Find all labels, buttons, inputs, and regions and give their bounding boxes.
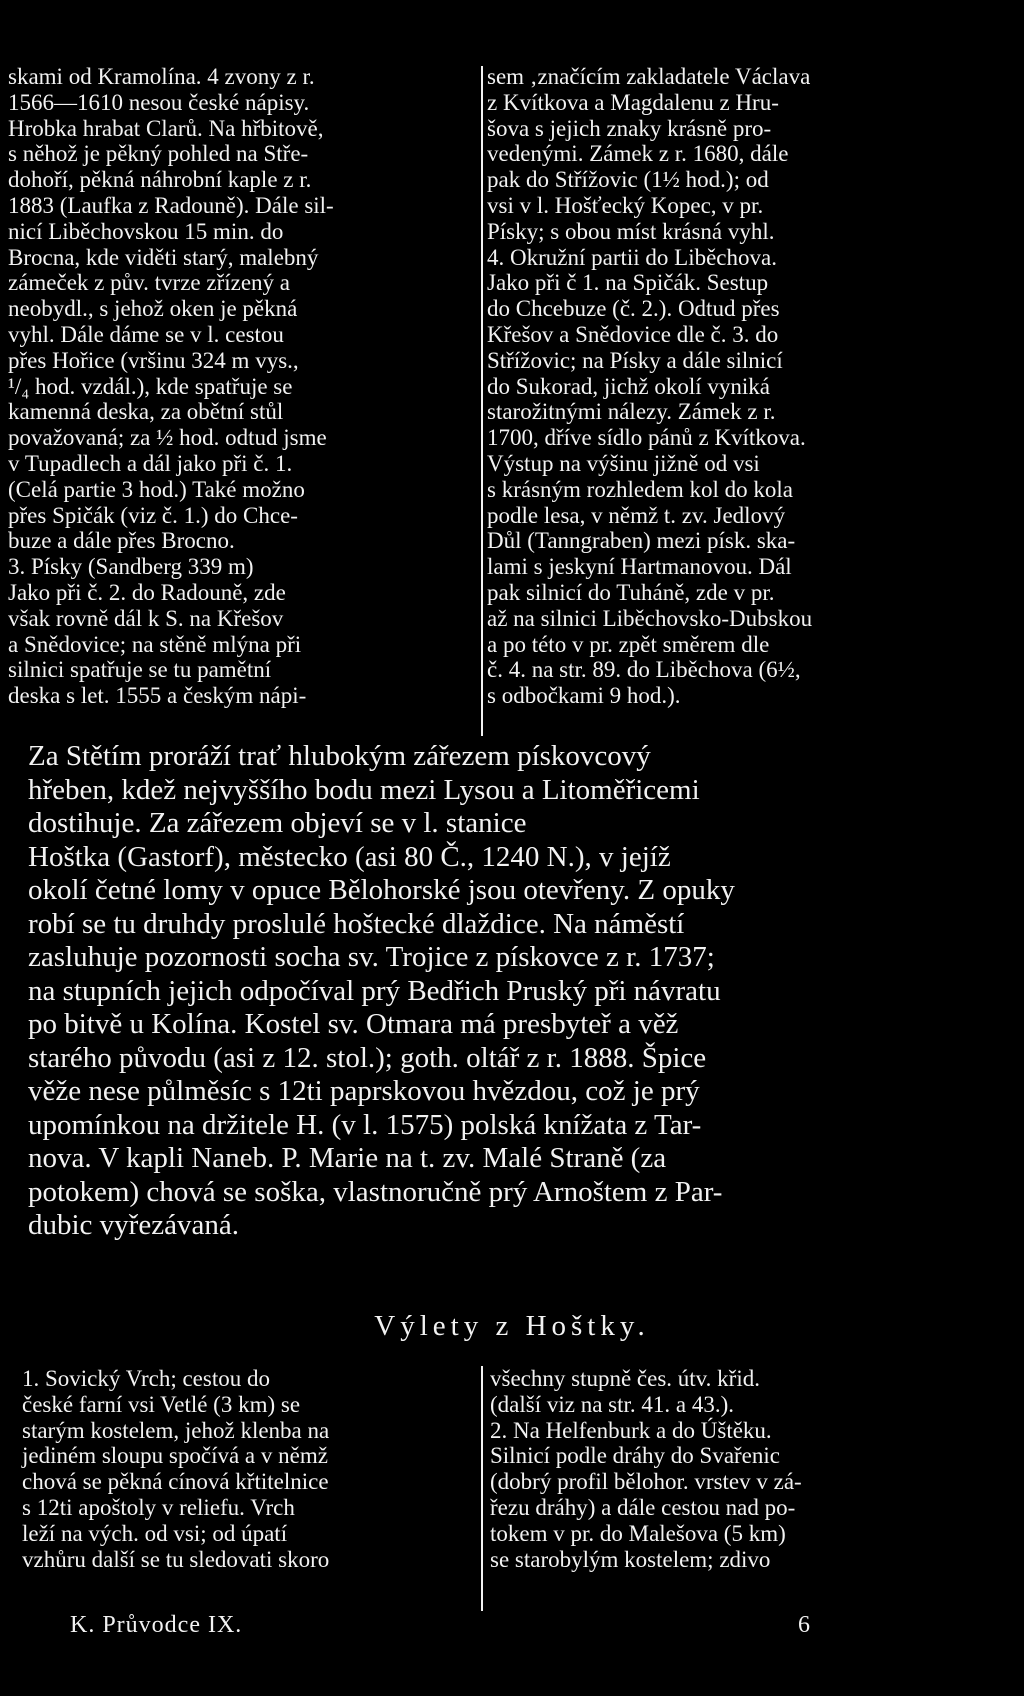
text-line: až na silnici Liběchovsko-Dubskou	[487, 605, 813, 631]
text-line: pak do Střížovic (1½ hod.); od	[487, 167, 769, 193]
text-line: Za Stětím proráží trať hlubokým zářezem pískovcový	[28, 740, 651, 772]
text-line: upomínkou na držitele H. (v l. 1575) polská knížata z Tar-	[28, 1108, 702, 1141]
text-line: podle lesa, v němž t. zv. Jedlový	[487, 502, 786, 528]
text-line: zasluhuje pozornosti socha sv. Trojice z pískovce z r. 1737;	[28, 941, 715, 973]
text-line: Hrobka hrabat Clarů. Na hřbitově,	[8, 115, 324, 141]
text-line: 3. Písky (Sandberg 339 m)	[8, 554, 254, 580]
text-line: ¹/₄ hod. vzdál.), kde spatřuje se	[8, 373, 293, 399]
text-line: nova. V kapli Naneb. P. Marie na t. zv. Malé Straně (za	[28, 1142, 667, 1174]
text-line: dubic vyřezávaná.	[28, 1209, 239, 1241]
text-line: nicí Liběchovskou 15 min. do	[8, 218, 284, 244]
text-line: po bitvě u Kolína. Kostel sv. Otmara má presbyteř a věž	[28, 1008, 679, 1040]
text-line: dostihuje. Za zářezem objeví se v l. stanice	[28, 807, 527, 839]
text-line: 4. Okružní partii do Liběchova.	[487, 244, 777, 270]
text-line: Jako při č 1. na Spičák. Sestup	[487, 270, 769, 296]
text-line: 1566—1610 nesou české nápisy.	[8, 89, 310, 115]
text-line: a Snědovice; na stěně mlýna při	[8, 631, 302, 657]
text-line: Důl (Tanngraben) mezi písk. ska-	[487, 528, 796, 554]
text-line: z Kvítkova a Magdalenu z Hru-	[487, 89, 779, 115]
text-line: 1883 (Laufka z Radouně). Dále sil-	[8, 192, 334, 218]
text-line: hřeben, kdež nejvyššího bodu mezi Lysou a Litoměřicemi	[28, 773, 700, 806]
text-line: na stupních jejich odpočíval prý Bedřich Pruský při návratu	[28, 974, 721, 1007]
text-line: Výstup na výšinu jižně od vsi	[487, 450, 760, 476]
text-line: a po této v pr. zpět směrem dle	[487, 631, 770, 657]
text-line: s něhož je pěkný pohled na Stře-	[8, 141, 309, 167]
text-line: vedenými. Zámek z r. 1680, dále	[487, 141, 789, 167]
text-line: starožitnými nálezy. Zámek z r.	[487, 399, 776, 425]
text-line: šova s jejich znaky krásně pro-	[487, 115, 772, 141]
text-line: všechny stupně čes. útv. křid.	[490, 1366, 760, 1391]
text-line: Hoštka (Gastorf), městecko (asi 80 Č., 1240 N.), v jejíž	[28, 840, 671, 873]
top-left-column	[8, 64, 478, 709]
text-line: přes Hořice (vršinu 324 m vys.,	[8, 347, 299, 373]
text-line: kamenná deska, za obětní stůl	[8, 399, 284, 425]
text-line: do Sukorad, jichž okolí vyniká	[487, 373, 770, 399]
text-line: lami s jeskyní Hartmanovou. Dál	[487, 554, 792, 580]
text-line: Písky; s obou míst krásná vyhl.	[487, 218, 775, 244]
text-line: v Tupadlech a dál jako při č. 1.	[8, 450, 293, 476]
footer-title: K. Průvodce IX.	[70, 1612, 243, 1638]
text-line: Silnicí podle dráhy do Svařenic	[490, 1443, 780, 1469]
text-line: vyhl. Dále dáme se v l. cestou	[8, 321, 284, 347]
text-line: sem ‚značícím zakladatele Václava	[487, 64, 811, 89]
text-line: č. 4. na str. 89. do Liběchova (6½,	[487, 657, 801, 683]
column-divider-top	[481, 66, 483, 736]
text-line: 1. Sovický Vrch; cestou do	[22, 1366, 270, 1391]
text-line: věže nese půlměsíc s 12ti paprskovou hvězdou, což je prý	[28, 1075, 700, 1107]
column-divider-bottom	[481, 1366, 483, 1611]
text-line: s 12ti apoštoly v reliefu. Vrch	[22, 1494, 295, 1520]
body-text	[28, 740, 1008, 1243]
bottom-right-column	[490, 1366, 802, 1572]
text-line: (dobrý profil bělohor. vrstev v zá-	[490, 1469, 802, 1495]
text-line: Jako při č. 2. do Radouně, zde	[8, 579, 286, 605]
text-line: neobydl., s jehož oken je pěkná	[8, 296, 298, 322]
top-right-column	[487, 64, 1007, 709]
text-line: přes Spičák (viz č. 1.) do Chce-	[8, 502, 298, 528]
text-line: (Celá partie 3 hod.) Také možno	[8, 476, 305, 502]
text-line: 2. Na Helfenburk a do Úštěku.	[490, 1417, 772, 1443]
text-line: pak silnicí do Tuháně, zde v pr.	[487, 579, 775, 605]
text-line: do Chcebuze (č. 2.). Odtud přes	[487, 296, 780, 322]
text-line: robí se tu druhdy proslulé hoštecké dlaždice. Na náměstí	[28, 907, 685, 940]
text-line: starého původu (asi z 12. stol.); goth. oltář z r. 1888. Špice	[28, 1041, 707, 1074]
text-line: starým kostelem, jehož klenba na	[22, 1417, 330, 1443]
text-line: 1700, dříve sídlo pánů z Kvítkova.	[487, 425, 806, 451]
text-line: vsi v l. Hošťecký Kopec, v pr.	[487, 192, 764, 218]
text-line: zámeček z pův. tvrze zřízený a	[8, 270, 290, 296]
text-line: řezu dráhy) a dále cestou nad po-	[490, 1494, 796, 1520]
text-line: tokem v pr. do Malešova (5 km)	[490, 1520, 786, 1546]
text-line: s krásným rozhledem kol do kola	[487, 476, 793, 502]
page-number: 6	[798, 1612, 810, 1638]
text-line: dohoří, pěkná náhrobní kaple z r.	[8, 167, 312, 193]
text-line: deska s let. 1555 a českým nápi-	[8, 683, 307, 709]
text-line: však rovně dál k S. na Křešov	[8, 605, 284, 631]
text-line: vzhůru další se tu sledovati skoro	[22, 1546, 330, 1572]
text-line: Brocna, kde viděti starý, malebný	[8, 244, 319, 270]
text-line: leží na vých. od vsi; od úpatí	[22, 1520, 288, 1546]
text-line: se starobylým kostelem; zdivo	[490, 1546, 771, 1572]
text-line: považovaná; za ½ hod. odtud jsme	[8, 425, 327, 451]
bottom-left-column	[22, 1366, 329, 1572]
text-line: s odbočkami 9 hod.).	[487, 683, 681, 709]
text-line: Střížovic; na Písky a dále silnicí	[487, 347, 783, 373]
text-line: skami od Kramolína. 4 zvony z r.	[8, 64, 315, 89]
text-line: české farní vsi Vetlé (3 km) se	[22, 1391, 301, 1417]
text-line: buze a dále přes Brocno.	[8, 528, 235, 554]
section-heading: Výlety z Hoštky.	[374, 1310, 650, 1342]
text-line: silnici spatřuje se tu pamětní	[8, 657, 272, 683]
text-line: chová se pěkná cínová křtitelnice	[22, 1469, 329, 1495]
text-line: potokem) chová se soška, vlastnoručně prý Arnoštem z Par-	[28, 1175, 723, 1208]
text-line: okolí četné lomy v opuce Bělohorské jsou otevřeny. Z opuky	[28, 874, 735, 906]
text-line: jediném sloupu spočívá a v němž	[22, 1443, 328, 1469]
text-line: (další viz na str. 41. a 43.).	[490, 1391, 735, 1417]
text-line: Křešov a Snědovice dle č. 3. do	[487, 321, 779, 347]
